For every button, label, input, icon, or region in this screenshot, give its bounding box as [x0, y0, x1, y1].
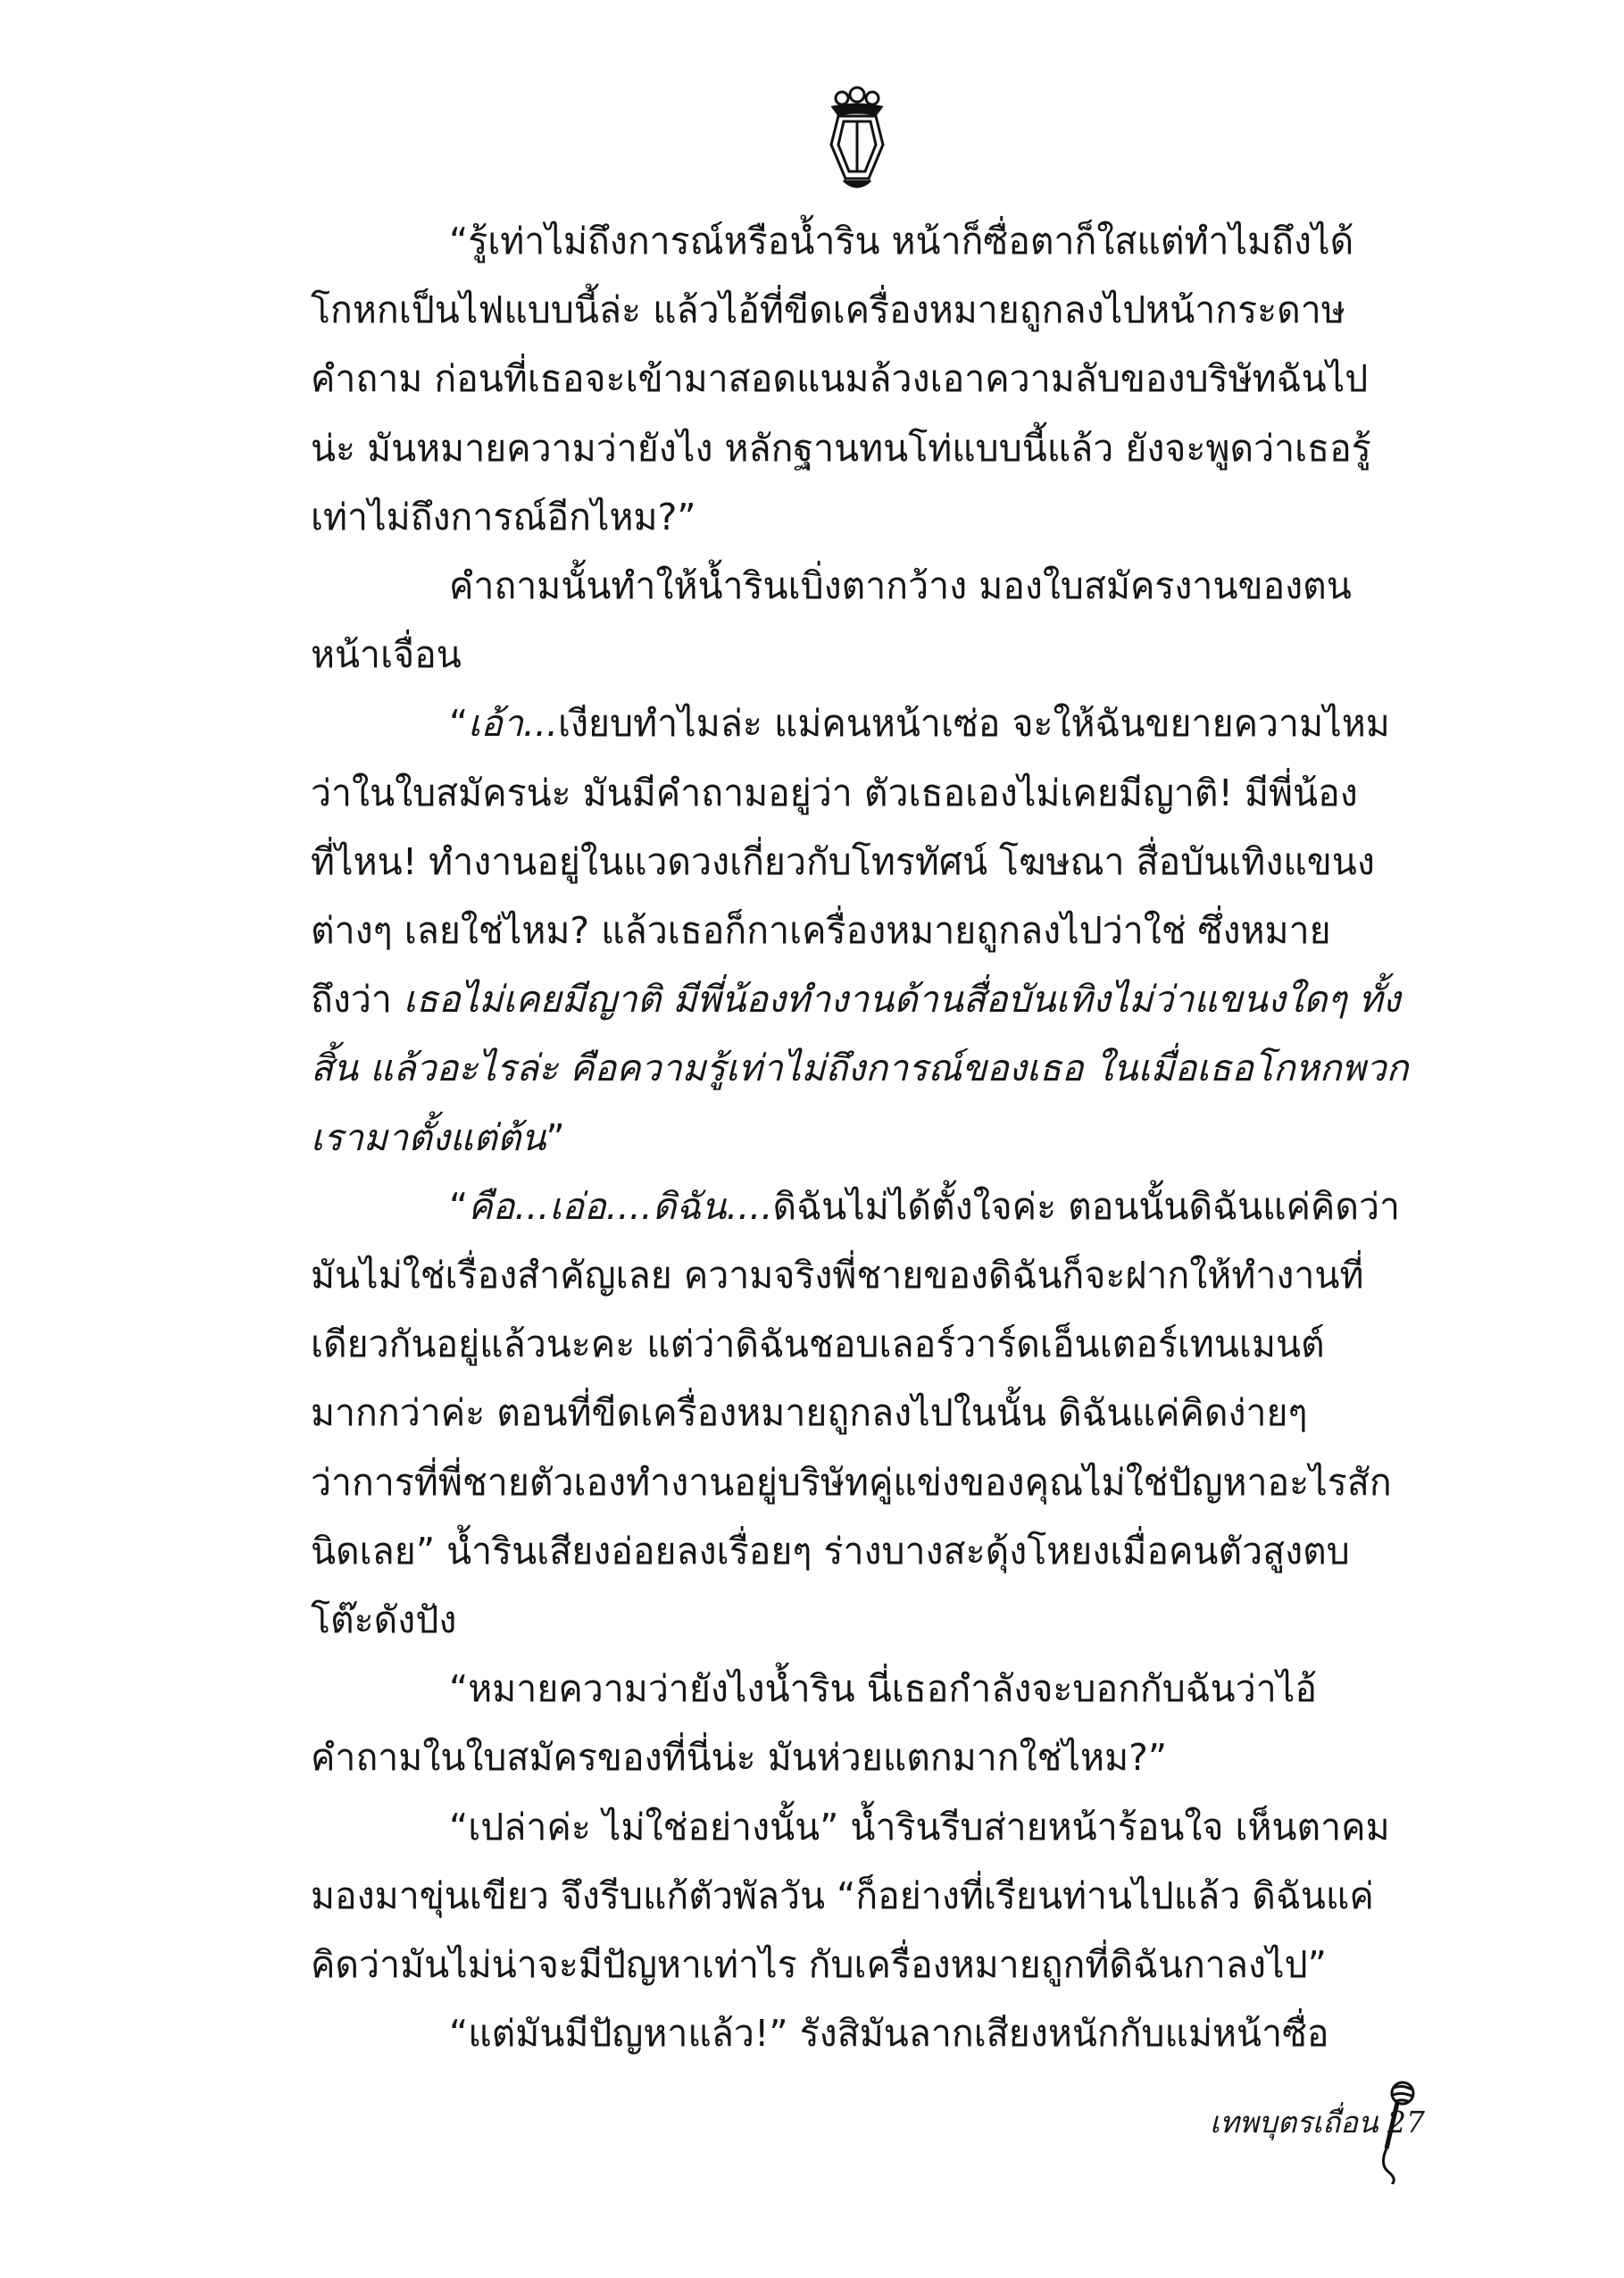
body-text	[311, 207, 1409, 2068]
paragraph	[311, 207, 1409, 552]
paragraph	[311, 1999, 1409, 2068]
text-run: “	[449, 702, 469, 746]
text-run: “แต่มันมีปัญหาแล้ว!” รังสิมันลากเสียงหนักกับแม่หน้าซื่อ	[449, 2012, 1329, 2056]
paragraph	[311, 552, 1409, 689]
italic-text-run: คือ...เอ่อ....ดิฉัน....	[468, 1184, 773, 1228]
paragraph	[311, 1793, 1409, 2000]
lantern-ornament-icon	[817, 82, 897, 196]
text-run: “เปล่าค่ะ ไม่ใช่อย่างนั้น” น้ำรินรีบส่ายหน้าร้อนใจ เห็นตาคมมองมาขุ่นเขียว จึงรีบแก้ตัวพัลวัน “ก็อย่างที่เรียนท่านไปแล้ว ดิฉันแค่คิดว่ามันไม่น่าจะมีปัญหาเท่าไร กับเครื่องหมายถูกที่ดิฉันกาลงไป”	[311, 1805, 1390, 1987]
paragraph	[311, 1655, 1409, 1792]
italic-text-run: เธอไม่เคยมีญาติ มีพี่น้องทำงานด้านสื่อบันเทิงไม่ว่าแขนงใดๆ ทั้งสิ้น แล้วอะไรล่ะ คือความรู้เท่าไม่ถึงการณ์ของเธอ ในเมื่อเธอโกหกพวกเรามาตั้งแต่ต้น	[311, 978, 1409, 1159]
text-run: “	[449, 1184, 469, 1228]
text-run: “รู้เท่าไม่ถึงการณ์หรือน้ำริน หน้าก็ซื่อตาก็ใสแต่ทำไมถึงได้โกหกเป็นไฟแบบนี้ล่ะ แล้วไอ้ที่ขีดเครื่องหมายถูกลงไปหน้ากระดาษคำถาม ก่อนที่เธอจะเข้ามาสอดแนมล้วงเอาความลับของบริษัทฉันไปน่ะ มันหมายความว่ายังไง หลักฐานทนโท่แบบนี้แล้ว ยังจะพูดว่าเธอรู้เท่าไม่ถึงการณ์อีกไหม?”	[311, 220, 1371, 538]
text-run: ”	[545, 1115, 565, 1159]
italic-text-run: เอ้า...	[468, 702, 559, 746]
text-run: เงียบทำไมล่ะ แม่คนหน้าเซ่อ จะให้ฉันขยายความไหมว่าในใบสมัครน่ะ มันมีคำถามอยู่ว่า ตัวเธอเองไม่เคยมีญาติ! มีพี่น้องที่ไหน! ทำงานอยู่ในแวดวงเกี่ยวกับโทรทัศน์ โฆษณา สื่อบันเทิงแขนงต่างๆ เลยใช่ไหม? แล้วเธอก็กาเครื่องหมายถูกลงไปว่าใช่ ซึ่งหมายถึงว่า	[311, 702, 1390, 1022]
text-run: ดิฉันไม่ได้ตั้งใจค่ะ ตอนนั้นดิฉันแค่คิดว่ามันไม่ใช่เรื่องสำคัญเลย ความจริงพี่ชายของดิฉันก็จะฝากให้ทำงานที่เดียวกันอยู่แล้วนะคะ แต่ว่าดิฉันชอบเลอร์วาร์ดเอ็นเตอร์เทนเมนต์มากกว่าค่ะ ตอนที่ขีดเครื่องหมายถูกลงไปในนั้น ดิฉันแค่คิดง่ายๆ ว่าการที่พี่ชายตัวเองทำงานอยู่บริษัทคู่แข่งของคุณไม่ใช่ปัญหาอะไรสักนิดเลย” น้ำรินเสียงอ่อยลงเรื่อยๆ ร่างบางสะดุ้งโหยงเมื่อคนตัวสูงตบโต๊ะดังปัง	[311, 1184, 1401, 1642]
paragraph	[311, 689, 1409, 1172]
text-run: “หมายความว่ายังไงน้ำริน นี่เธอกำลังจะบอกกับฉันว่าไอ้คำถามในใบสมัครของที่นี่น่ะ มันห่วยแตกมากใช่ไหม?”	[311, 1667, 1317, 1780]
page-footer	[1210, 2079, 1433, 2186]
microphone-icon	[1376, 2079, 1417, 2184]
footer-title-page-number: เทพบุตรเถื่อน 27	[1210, 2105, 1426, 2140]
paragraph	[311, 1172, 1409, 1655]
text-run: คำถามนั้นทำให้น้ำรินเบิ่งตากว้าง มองใบสมัครงานของตนหน้าเจื่อน	[311, 564, 1352, 677]
